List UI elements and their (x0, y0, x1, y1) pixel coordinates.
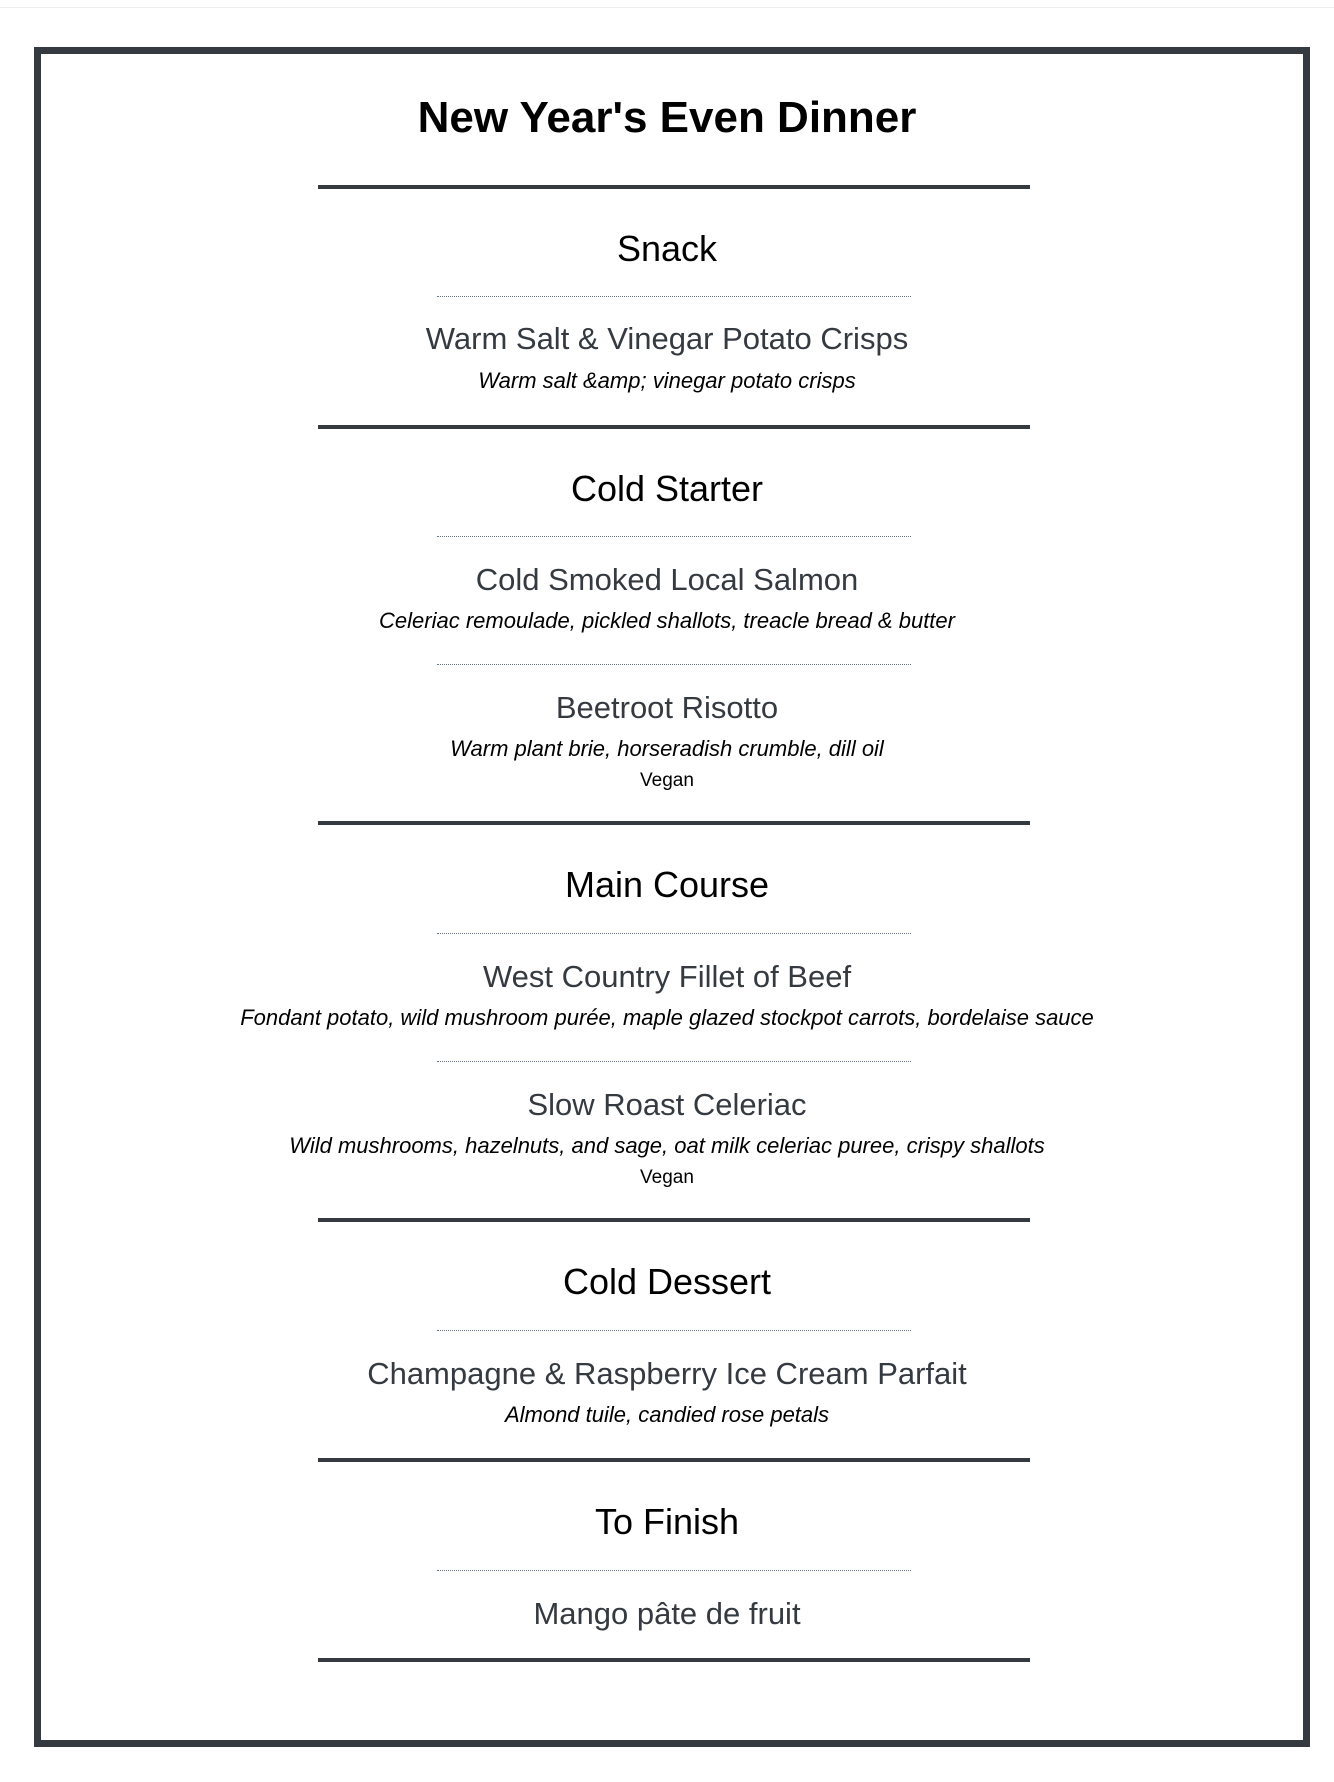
dish-divider (437, 1330, 911, 1331)
dish-tag-vegan: Vegan (640, 1167, 694, 1188)
section-divider (318, 821, 1030, 825)
dish-description: Fondant potato, wild mushroom purée, maple glazed stockpot carrots, bordelaise sauce (240, 1005, 1094, 1030)
menu-title: New Year's Even Dinner (417, 93, 917, 142)
section-divider (318, 1658, 1030, 1662)
section-divider (318, 1218, 1030, 1222)
page-top-rule (0, 7, 1334, 8)
section-title-cold-starter: Cold Starter (570, 468, 764, 509)
section-title-main-course: Main Course (564, 864, 770, 905)
dish-divider (437, 1061, 911, 1062)
dish-name: Slow Roast Celeriac (527, 1087, 807, 1122)
dish-divider (437, 536, 911, 537)
dish-name: Beetroot Risotto (555, 690, 779, 725)
dish-name: Mango pâte de fruit (533, 1596, 801, 1631)
dish-name: Cold Smoked Local Salmon (475, 562, 859, 597)
dish-divider (437, 664, 911, 665)
dish-divider (437, 933, 911, 934)
dish-description: Almond tuile, candied rose petals (504, 1402, 830, 1427)
section-divider (318, 185, 1030, 189)
section-title-cold-dessert: Cold Dessert (562, 1261, 772, 1302)
dish-name: Champagne & Raspberry Ice Cream Parfait (367, 1356, 967, 1391)
dish-description: Warm salt &amp; vinegar potato crisps (478, 368, 856, 393)
dish-tag-vegan: Vegan (640, 770, 694, 791)
section-divider (318, 425, 1030, 429)
dish-name: West Country Fillet of Beef (482, 959, 852, 994)
dish-description: Warm plant brie, horseradish crumble, dill oil (450, 736, 884, 761)
dish-name: Warm Salt & Vinegar Potato Crisps (425, 321, 909, 356)
section-title-snack: Snack (616, 228, 718, 269)
dish-description: Wild mushrooms, hazelnuts, and sage, oat milk celeriac puree, crispy shallots (289, 1133, 1045, 1158)
dish-description: Celeriac remoulade, pickled shallots, treacle bread & butter (379, 608, 955, 633)
section-title-to-finish: To Finish (594, 1501, 740, 1542)
dish-divider (437, 1570, 911, 1571)
section-divider (318, 1458, 1030, 1462)
dish-divider (437, 296, 911, 297)
